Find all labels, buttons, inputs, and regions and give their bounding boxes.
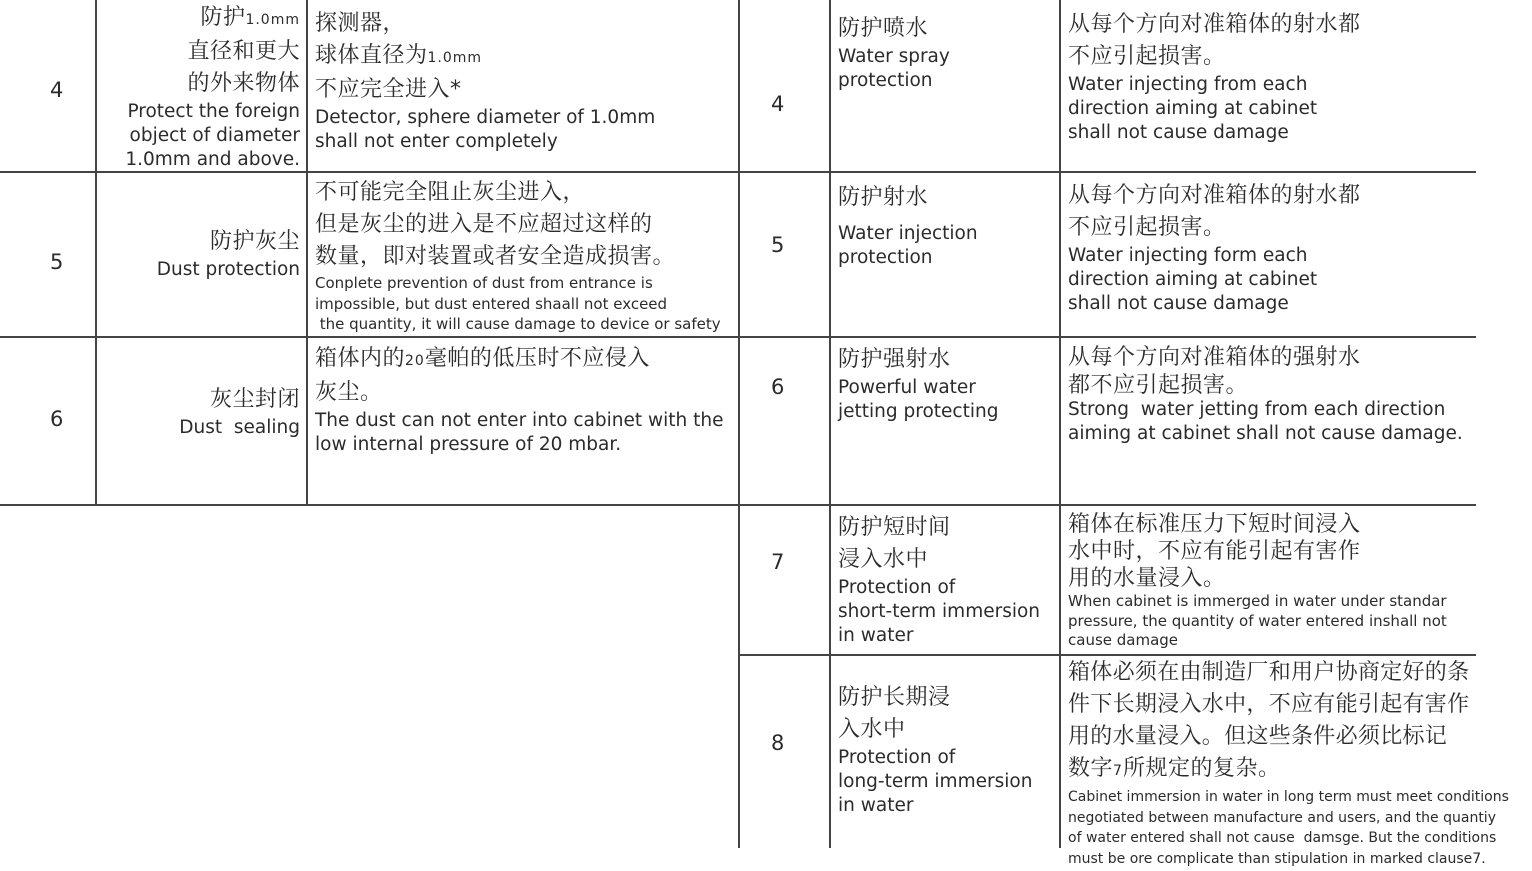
row-divider — [0, 504, 738, 506]
name-en-line: object of diameter — [129, 125, 300, 146]
level-name — [838, 182, 978, 270]
row-divider — [738, 504, 1476, 506]
desc-cn-number: 7 — [1113, 763, 1123, 779]
level-name — [838, 344, 998, 424]
level-name — [838, 512, 1040, 648]
level-description — [1068, 657, 1509, 869]
desc-en-line: Water injecting from each — [1068, 74, 1308, 95]
desc-cn-line: 都不应引起损害。 — [1068, 373, 1249, 398]
level-description — [1068, 511, 1447, 651]
level-number: 8 — [771, 731, 785, 755]
name-en-line: in water — [838, 795, 914, 816]
desc-cn-line: 但是灰尘的进入是不应超过这样的 — [315, 212, 653, 237]
name-en-line: Protection of — [838, 577, 956, 598]
desc-cn-suffix: 1.0mm — [427, 50, 483, 66]
col-divider — [738, 0, 740, 848]
col-divider — [829, 0, 831, 848]
name-cn-line: 防护短时间 — [838, 515, 951, 540]
desc-cn-line: 水中时，不应有能引起有害作 — [1068, 539, 1361, 564]
level-description — [1068, 342, 1463, 446]
desc-en-line: of water entered shall not cause damsge. But the conditions — [1068, 830, 1497, 846]
name-en-line: jetting protecting — [838, 401, 999, 422]
desc-en-line: the quantity, it will cause damage to device or safety — [315, 315, 721, 333]
name-en-line: long-term immersion — [838, 771, 1033, 792]
name-en-line: protection — [838, 247, 933, 268]
desc-cn-number: 20 — [405, 353, 425, 369]
desc-en-line: aiming at cabinet shall not cause damage. — [1068, 423, 1463, 444]
name-en-line: in water — [838, 625, 914, 646]
name-en-line: Dust protection — [156, 259, 300, 280]
name-cn-line: 防护射水 — [838, 185, 929, 210]
desc-en-line: cause damage — [1068, 631, 1179, 649]
level-number: 5 — [771, 233, 785, 257]
col-divider — [95, 0, 97, 505]
name-en-line: Protection of — [838, 747, 956, 768]
desc-en-line: When cabinet is immerged in water under standar — [1068, 592, 1447, 610]
desc-en-line: The dust can not enter into cabinet with the — [315, 410, 724, 431]
level-name — [100, 226, 300, 282]
desc-en-line: direction aiming at cabinet — [1068, 269, 1318, 290]
desc-cn-line: 用的水量浸入。但这些条件必须比标记 — [1068, 724, 1448, 749]
desc-en-line: Strong water jetting from each direction — [1068, 399, 1446, 420]
desc-cn-line: 灰尘。 — [315, 380, 383, 405]
name-en-line: Water injection — [838, 223, 978, 244]
level-description — [315, 8, 655, 154]
level-number: 7 — [771, 550, 785, 574]
col-divider — [306, 0, 308, 505]
desc-cn-line: 箱体必须在由制造厂和用户协商定好的条 — [1068, 660, 1470, 685]
level-number: 4 — [771, 92, 785, 116]
desc-cn-line: 数量，即对装置或者安全造成损害。 — [315, 244, 676, 269]
level-description — [315, 177, 721, 335]
desc-en-line: shall not cause damage — [1068, 293, 1289, 314]
level-description — [1068, 9, 1361, 145]
desc-en-line: pressure, the quantity of water entered inshall not — [1068, 611, 1447, 630]
desc-cn-line: 件下长期浸入水中，不应有能引起有害作 — [1068, 692, 1470, 717]
name-cn-line: 防护 — [200, 5, 246, 30]
desc-en-line: must be ore complicate than stipulation in marked clause7. — [1068, 850, 1486, 867]
desc-cn-line: 从每个方向对准箱体的射水都 — [1068, 183, 1361, 208]
level-name — [100, 2, 300, 172]
name-en-line: Protect the foreign — [127, 101, 300, 122]
name-en-line: Dust sealing — [179, 417, 300, 438]
name-cn-line: 浸入水中 — [838, 547, 929, 572]
desc-cn-line: 不可能完全阻止灰尘进入， — [315, 180, 586, 205]
desc-cn-text: 箱体内的 — [315, 346, 406, 371]
desc-en-line: Water injecting form each — [1068, 245, 1308, 266]
desc-en-line: Cabinet immersion in water in long term must meet conditions — [1068, 789, 1509, 805]
desc-en-line: Conplete prevention of dust from entrance is — [315, 274, 653, 292]
desc-en-line: low internal pressure of 20 mbar. — [315, 434, 622, 455]
desc-cn-line: 从每个方向对准箱体的强射水 — [1068, 345, 1361, 370]
name-en-line: 1.0mm and above. — [125, 149, 300, 170]
desc-cn-text: 数字 — [1068, 756, 1114, 781]
row-divider — [0, 336, 738, 338]
desc-cn-line: 不应完全进入* — [315, 77, 462, 102]
name-en-line: protection — [838, 70, 933, 91]
desc-cn-line: 不应引起损害。 — [1068, 215, 1226, 240]
desc-en-line: shall not enter completely — [315, 131, 558, 152]
name-en-line: short-term immersion — [838, 601, 1041, 622]
level-number: 5 — [50, 250, 64, 274]
row-divider — [738, 654, 1476, 656]
name-en-line: Water spray — [838, 46, 950, 67]
desc-en-line: Detector, sphere diameter of 1.0mm — [315, 107, 656, 128]
level-number: 4 — [50, 78, 64, 102]
level-description — [1068, 180, 1361, 316]
level-number: 6 — [771, 375, 785, 399]
row-divider — [738, 336, 1476, 338]
name-en-line: Powerful water — [838, 377, 976, 398]
desc-cn-text: 毫帕的低压时不应侵入 — [424, 346, 650, 371]
desc-en-line: impossible, but dust entered shaall not exceed — [315, 294, 668, 313]
desc-cn-line: 不应引起损害。 — [1068, 44, 1226, 69]
row-divider — [738, 171, 1476, 173]
level-name — [838, 13, 950, 93]
level-name — [100, 384, 300, 440]
col-divider — [1059, 0, 1061, 848]
name-cn-line: 直径和更大 — [187, 39, 300, 64]
name-cn-line: 灰尘封闭 — [209, 387, 300, 412]
desc-en-line: negotiated between manufacture and users, and the quantiy — [1068, 809, 1496, 826]
desc-cn-line: 探测器， — [315, 11, 406, 36]
name-cn-line: 防护强射水 — [838, 347, 951, 372]
desc-cn-line: 箱体在标准压力下短时间浸入 — [1068, 512, 1361, 537]
desc-cn-line: 球体直径为 — [315, 43, 428, 68]
name-cn-line: 的外来物体 — [187, 71, 300, 96]
desc-en-line: direction aiming at cabinet — [1068, 98, 1318, 119]
desc-cn-line: 用的水量浸入。 — [1068, 566, 1226, 591]
desc-cn-line: 从每个方向对准箱体的射水都 — [1068, 12, 1361, 37]
name-cn-line: 防护喷水 — [838, 16, 929, 41]
name-cn-suffix: 1.0mm — [245, 12, 300, 28]
level-number: 6 — [50, 407, 64, 431]
level-name — [838, 682, 1032, 818]
desc-cn-text: 所规定的复杂。 — [1122, 756, 1281, 781]
level-description — [315, 343, 724, 457]
desc-en-line: shall not cause damage — [1068, 122, 1289, 143]
name-cn-line: 入水中 — [838, 717, 906, 742]
name-cn-line: 防护长期浸 — [838, 685, 951, 710]
name-cn-line: 防护灰尘 — [209, 229, 300, 254]
